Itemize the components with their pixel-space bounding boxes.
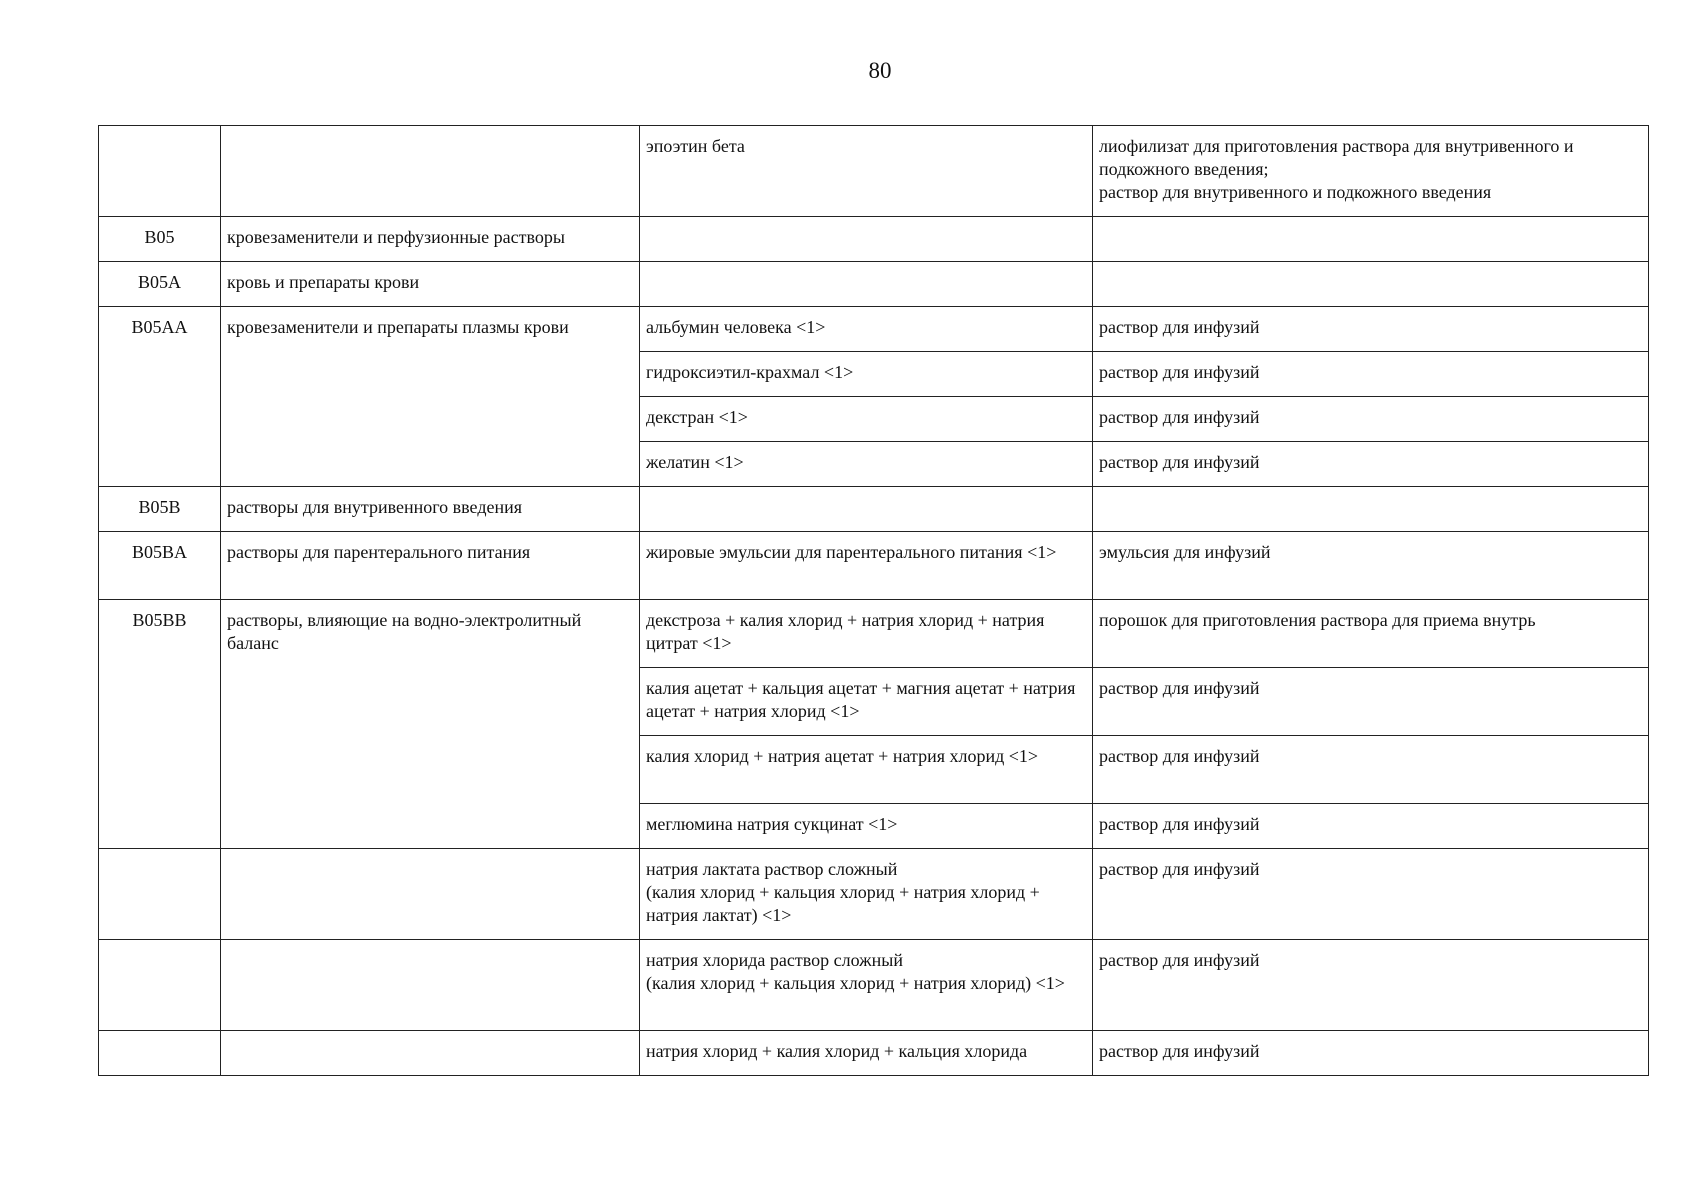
dosage-form-cell: раствор для инфузий [1093,940,1649,1031]
atc-group-name-cell [221,849,640,940]
table-row [99,126,1649,217]
table-row [99,600,1649,668]
atc-group-name-cell [221,1031,640,1076]
dosage-form-cell: раствор для инфузий [1093,804,1649,849]
atc-code-cell: B05BB [99,600,221,849]
atc-code-cell: B05 [99,217,221,262]
atc-group-name-cell [221,126,640,217]
atc-code-cell [99,849,221,940]
dosage-form-cell: раствор для инфузий [1093,397,1649,442]
dosage-form-cell: раствор для инфузий [1093,1031,1649,1076]
atc-code-cell [99,126,221,217]
dosage-form-cell [1093,262,1649,307]
drug-name-cell: декстран <1> [640,397,1093,442]
dosage-form-cell [1093,487,1649,532]
drug-name-cell: калия ацетат + кальция ацетат + магния ацетат + натрия ацетат + натрия хлорид <1> [640,668,1093,736]
atc-code-cell: B05B [99,487,221,532]
table-row [99,849,1649,940]
drug-name-cell [640,217,1093,262]
atc-code-cell: B05BA [99,532,221,600]
drug-name-cell: натрия лактата раствор сложный (калия хлорид + кальция хлорид + натрия хлорид + натрия лактат) <1> [640,849,1093,940]
table-row [99,487,1649,532]
drug-classification-table [98,125,1649,1076]
dosage-form-cell: раствор для инфузий [1093,307,1649,352]
drug-name-cell: натрия хлорида раствор сложный (калия хлорид + кальция хлорид + натрия хлорид) <1> [640,940,1093,1031]
atc-group-name-cell: кровезаменители и препараты плазмы крови [221,307,640,487]
page-number: 80 [868,58,892,83]
drug-name-cell: желатин <1> [640,442,1093,487]
dosage-form-cell: раствор для инфузий [1093,442,1649,487]
drug-name-cell: гидроксиэтил-крахмал <1> [640,352,1093,397]
drug-name-cell: меглюмина натрия сукцинат <1> [640,804,1093,849]
drug-name-cell: калия хлорид + натрия ацетат + натрия хлорид <1> [640,736,1093,804]
atc-group-name-cell: растворы для парентерального питания [221,532,640,600]
atc-code-cell: B05A [99,262,221,307]
table-row [99,532,1649,600]
atc-code-cell: B05AA [99,307,221,487]
drug-name-cell: натрия хлорид + калия хлорид + кальция хлорида [640,1031,1093,1076]
table-row [99,940,1649,1031]
drug-name-cell: декстроза + калия хлорид + натрия хлорид + натрия цитрат <1> [640,600,1093,668]
dosage-form-cell: раствор для инфузий [1093,849,1649,940]
drug-name-cell [640,487,1093,532]
atc-group-name-cell: кровезаменители и перфузионные растворы [221,217,640,262]
dosage-form-cell: раствор для инфузий [1093,352,1649,397]
dosage-form-cell: лиофилизат для приготовления раствора для внутривенного и подкожного введения; раствор для внутривенного и подкожного введения [1093,126,1649,217]
table-row [99,307,1649,352]
table-row [99,217,1649,262]
atc-code-cell [99,940,221,1031]
atc-group-name-cell: кровь и препараты крови [221,262,640,307]
dosage-form-cell [1093,217,1649,262]
dosage-form-cell: раствор для инфузий [1093,668,1649,736]
drug-name-cell: эпоэтин бета [640,126,1093,217]
table-row [99,1031,1649,1076]
atc-group-name-cell [221,940,640,1031]
atc-group-name-cell: растворы, влияющие на водно-электролитный баланс [221,600,640,849]
dosage-form-cell: раствор для инфузий [1093,736,1649,804]
drug-name-cell: жировые эмульсии для парентерального питания <1> [640,532,1093,600]
atc-code-cell [99,1031,221,1076]
atc-group-name-cell: растворы для внутривенного введения [221,487,640,532]
dosage-form-cell: эмульсия для инфузий [1093,532,1649,600]
dosage-form-cell: порошок для приготовления раствора для приема внутрь [1093,600,1649,668]
drug-name-cell [640,262,1093,307]
drug-name-cell: альбумин человека <1> [640,307,1093,352]
table-row [99,262,1649,307]
